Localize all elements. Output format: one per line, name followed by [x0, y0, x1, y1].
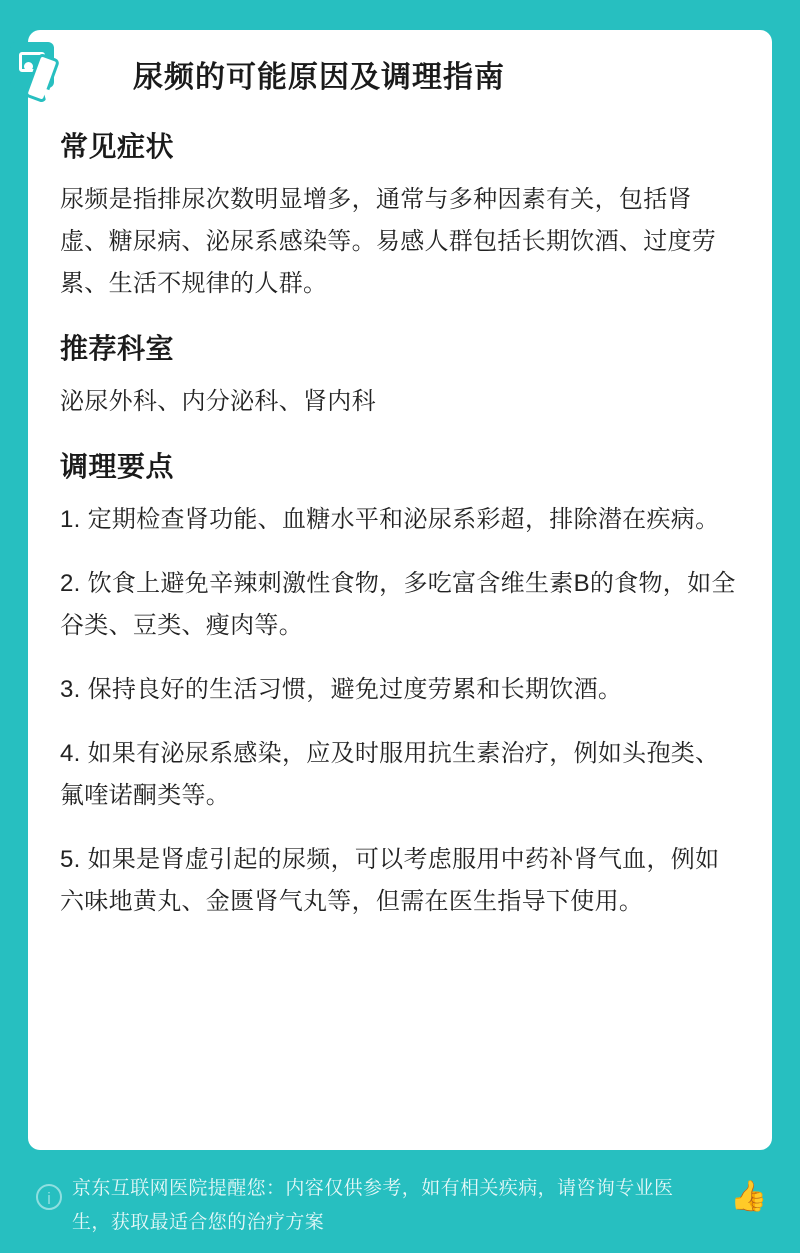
info-circle-icon: i	[36, 1184, 62, 1210]
footer-text: 京东互联网医院提醒您：内容仅供参考，如有相关疾病，请咨询专业医生，获取最适合您的治疗方案	[72, 1178, 674, 1233]
page-title: 尿频的可能原因及调理指南	[133, 61, 505, 94]
section-heading-symptoms: 常见症状	[60, 131, 175, 162]
list-item: 1. 定期检查肾功能、血糖水平和泌尿系彩超，排除潜在疾病。	[60, 506, 720, 533]
thumbs-up-icon[interactable]: 👍	[730, 1180, 768, 1213]
section-text-symptoms: 尿频是指排尿次数明显增多，通常与多种因素有关，包括肾虚、糖尿病、泌尿系感染等。易感人群包括长期饮酒、过度劳累、生活不规律的人群。	[60, 186, 717, 297]
section-heading-departments: 推荐科室	[60, 333, 175, 364]
list-item: 3. 保持良好的生活习惯，避免过度劳累和长期饮酒。	[60, 676, 623, 703]
list-item: 2. 饮食上避免辛辣刺激性食物，多吃富含维生素B的食物，如全谷类、豆类、瘦肉等。	[60, 570, 736, 639]
list-item: 4. 如果有泌尿系感染，应及时服用抗生素治疗，例如头孢类、氟喹诺酮类等。	[60, 740, 720, 809]
footer-disclaimer	[28, 1160, 772, 1242]
section-text-departments: 泌尿外科、内分泌科、肾内科	[60, 388, 376, 415]
section-heading-care-points: 调理要点	[60, 451, 175, 482]
document-body	[60, 115, 736, 923]
list-item: 5. 如果是肾虚引起的尿频，可以考虑服用中药补肾气血，例如六味地黄丸、金匮肾气丸等，但需在医生指导下使用。	[60, 846, 720, 915]
document-pen-icon	[10, 42, 64, 96]
